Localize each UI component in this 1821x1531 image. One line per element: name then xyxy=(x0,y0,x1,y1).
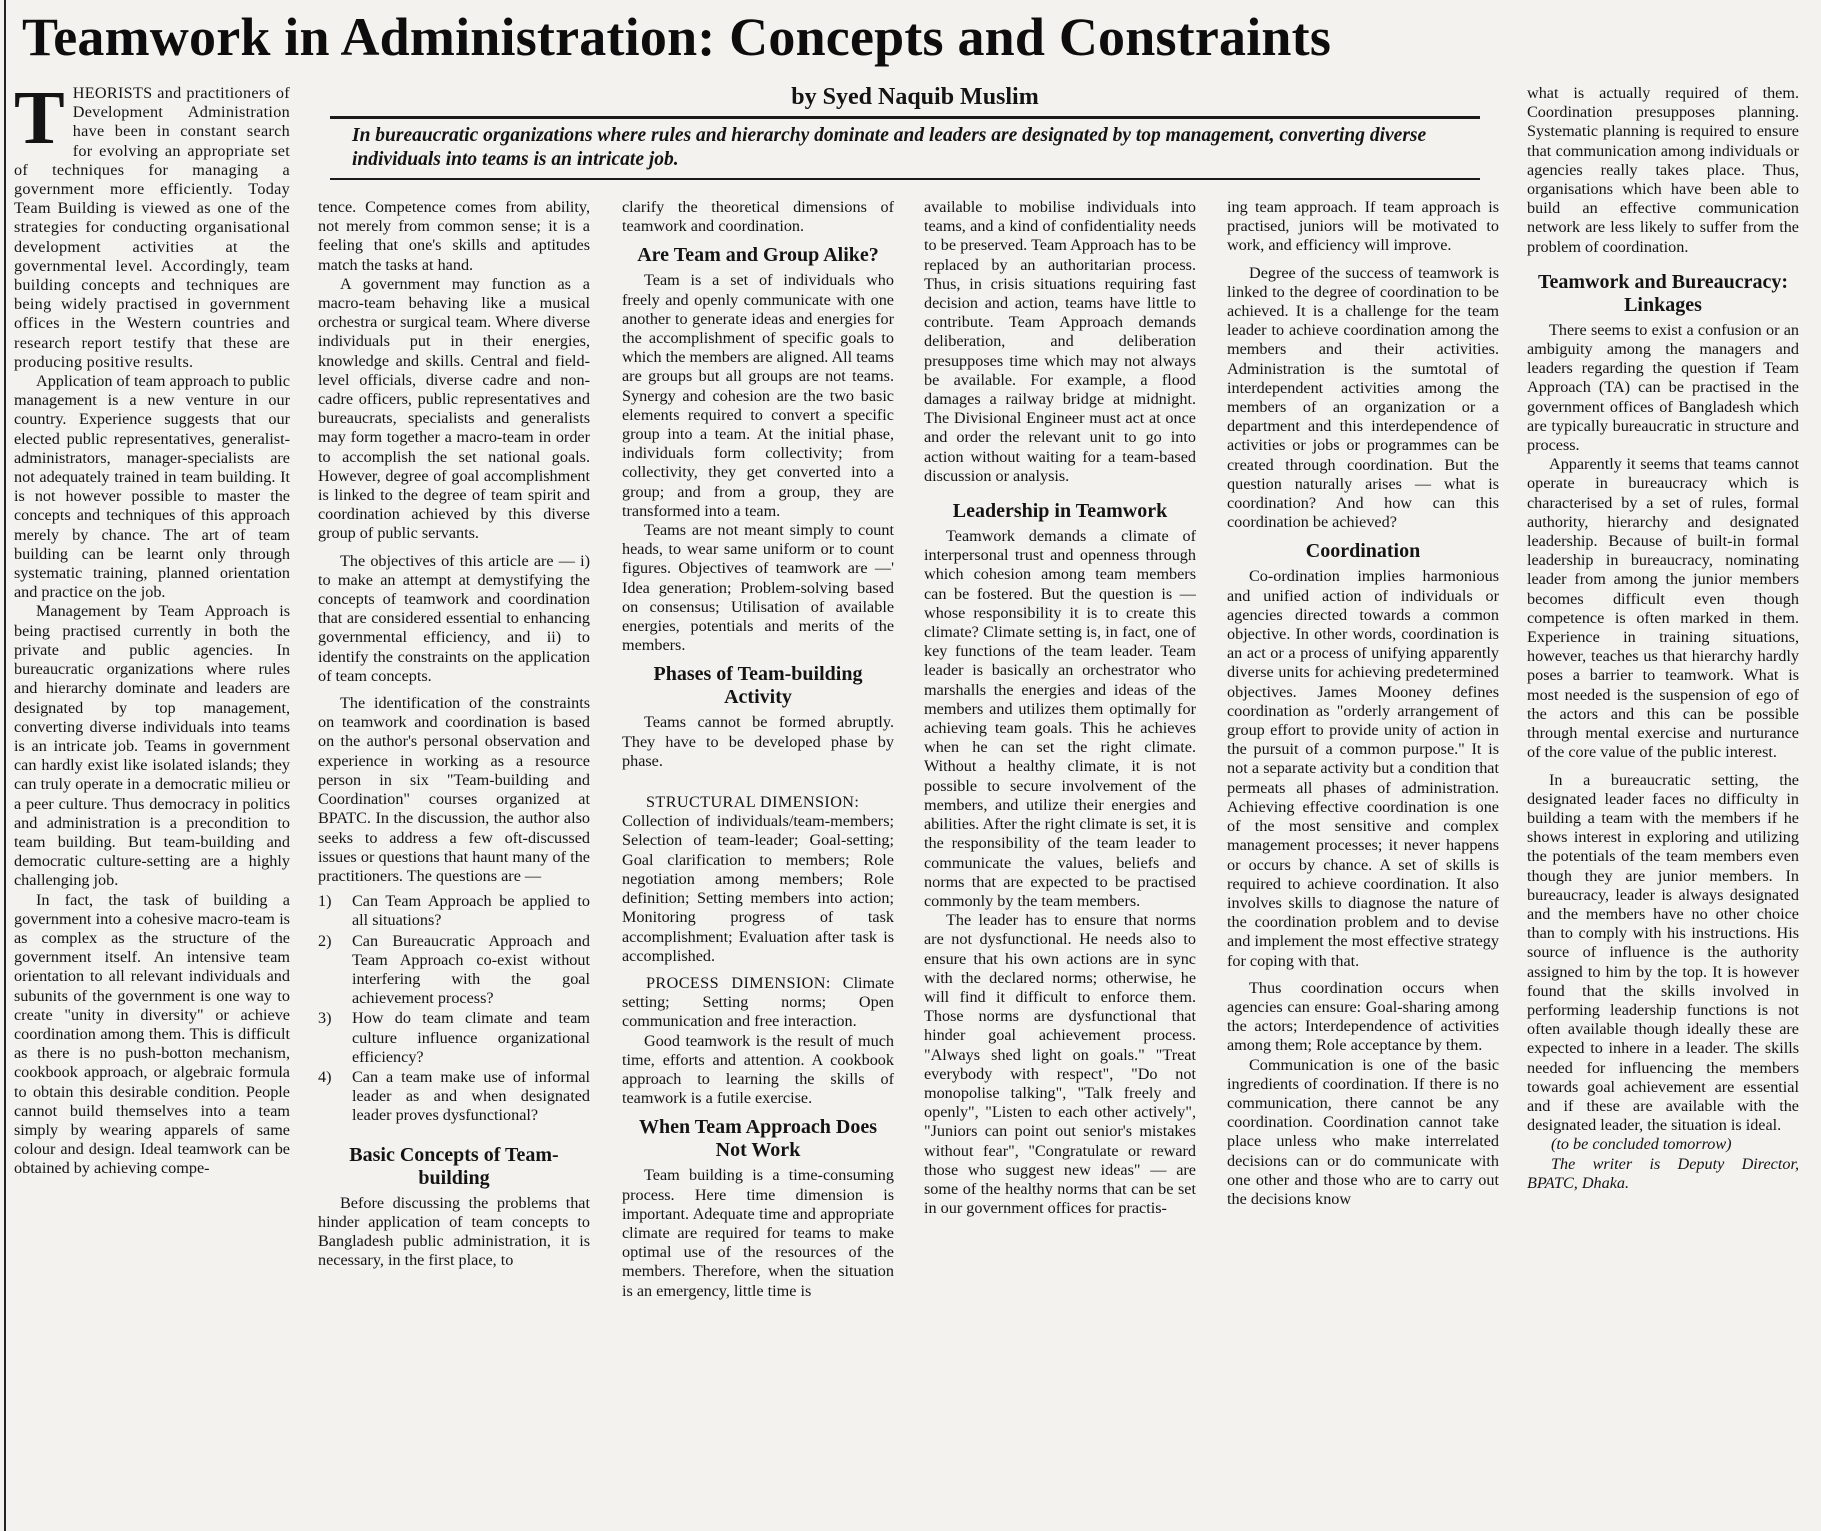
heading-phases: Phases of Team-building Activity xyxy=(653,663,863,709)
to-be-concluded: (to be concluded tomorrow) xyxy=(1551,1135,1732,1154)
deck-summary: In bureaucratic organizations where rules and hierarchy dominate and leaders are designated by top management, converting diverse individuals into teams is an intricate job. xyxy=(352,125,1427,170)
col2-paragraph-2: A government may function as a macro-team behaving like a musical orchestra or surgical team. Where diverse individuals put in their energies, knowledge and skills. Central and field-level officials, diverse cadre and non-cadre officers, public representatives and bureaucrats, specialists and generalists may form together a macro-team in order to accomplish the set national goals. However, degree of goal accomplishment is linked to the degree of team spirit and coordination achieved by this diverse group of public servants. xyxy=(318,274,590,543)
col1-paragraph-2: Application of team approach to public management is a new venture in our country. Experience suggests that our elected public representatives, generalist-administrators, manager-specialists are not adequately trained in team building. It is not however possible to master the concepts and techniques of this approach merely by chance. The art of team building can be learnt only through systematic training, planned orientation and practice on the job. xyxy=(14,372,290,602)
col3-paragraph-6: Team building is a time-consuming process. Here time dimension is important. Adequate time and appropriate climate are required for teams to make optimal use of the resources of the members. Therefore, when the situation is an emergency, little time is xyxy=(622,1166,894,1300)
column-5 xyxy=(1227,198,1499,1209)
col5-paragraph-2: Degree of the success of teamwork is linked to the degree of coordination to be achieved. It is a challenge for the team leader to achieve coordination among the members and their activities. Administration is the sumtotal of interdependent activities among the members of an organization or a department and this interdependence of activities or jobs or programmes can be created through coordination. But the question naturally arises — what is coordination? And how can this coordination be achieved? xyxy=(1227,263,1499,532)
heading-when-team-approach: When Team Approach Does Not Work xyxy=(638,1116,877,1162)
col3-paragraph-4: Teams cannot be formed abruptly. They have to be developed phase by phase. xyxy=(622,713,894,770)
col5-paragraph-4: Thus coordination occurs when agencies can ensure: Goal-sharing among the actors; Interdependence of activities among them; Role acceptance by them. xyxy=(1227,978,1499,1055)
heading-leadership: Leadership in Teamwork xyxy=(952,500,1168,523)
col2-paragraph-5: Before discussing the problems that hinder application of team concepts to Bangladesh public administration, it is necessary, in the first place, to xyxy=(318,1193,590,1270)
col2-paragraph-1: tence. Competence comes from ability, not merely from common sense; it is a feeling that one's skills and aptitudes match the tasks at hand. xyxy=(318,198,590,274)
col4-paragraph-1: available to mobilise individuals into teams, and a kind of confidentiality needs to be preserved. Team Approach has to be replaced by an authoritarian process. Thus, in crisis situations requiring fast decision and action, teams have little to contribute. Team Approach demands deliberation, and deliberation presupposes time which may not always be available. For example, a flood damages a railway bridge at midnight. The Divisional Engineer must act at once and order the relevant unit to go into action without waiting for a team-based discussion or analysis. xyxy=(924,198,1196,485)
column-6 xyxy=(1527,84,1799,1193)
column-1 xyxy=(14,76,290,1179)
structural-dimension: STRUCTURAL DIMENSION: xyxy=(646,793,860,812)
byline: by Syed Naquib Muslim xyxy=(791,84,1039,110)
col3-paragraph-1: clarify the theoretical dimensions of teamwork and coordination. xyxy=(622,198,894,236)
col6-paragraph-4: In a bureaucratic setting, the designated leader faces no difficulty in building a team with the members if he shows interest in exploring and utilizing the potentials of the team members even though they are junior members. In bureaucracy, leader is always designated and the members have no other choice than to comply with his instructions. His source of influence is the authority assigned to him by the top. It is however found that the skills involved in performing leadership functions is not often available though ideally these are expected to inhere in a leader. The skills needed for influencing the members towards goal achievement are essential and if these are available with the designated leader, the situation is ideal. xyxy=(1527,770,1799,1135)
writer-credit: The writer is Deputy Director, BPATC, Dhaka. xyxy=(1527,1154,1799,1192)
heading-basic-concepts: Basic Concepts of Team-building xyxy=(349,1143,559,1189)
col6-paragraph-2: There seems to exist a confusion or an ambiguity among the managers and leaders regarding the question if Team Approach (TA) can be practised in the government offices of Bangladesh which are typically bureaucratic in structure and process. xyxy=(1527,320,1799,455)
col5-paragraph-5: Communication is one of the basic ingredients of coordination. If there is no communication, there cannot be any coordination. Coordination cannot take place unless who make interrelated decisions can or do communicate with one other and those who are to carry out the decisions know xyxy=(1227,1055,1499,1208)
question-item: 3) How do team climate and team culture influence organizational efficiency? xyxy=(318,1009,590,1066)
col6-paragraph-1: what is actually required of them. Coordination presupposes planning. Systematic planning is required to ensure that communication among individuals or agencies really takes place. Thus, organisations which have been able to build an effective communication network are less likely to suffer from the problem of coordination. xyxy=(1527,84,1799,256)
column-2 xyxy=(318,198,590,1270)
col5-paragraph-3: Co-ordination implies harmonious and unified action of individuals or agencies directed towards a common objective. In other words, coordination is an act or a process of unifying apparently diverse units for achieving predetermined objectives. James Mooney defines coordination as "orderly arrangement of group effort to provide unity of action in the pursuit of a common purpose." It is not a separate activity but a condition that permeats all phases of administration. Achieving effective coordination is one of the most sensitive and complex management processes; it never happens or occurs by chance. A set of skills is required to achieve coordination. It also involves skills to diagnose the nature of the coordination problem and to devise and implement the most effective strategy for coping with that. xyxy=(1227,567,1499,970)
questions-list xyxy=(318,892,590,1125)
deck-rule-top xyxy=(330,116,1480,119)
drop-cap: T xyxy=(14,76,65,160)
col4-paragraph-2: Teamwork demands a climate of interpersonal trust and openness through which cohesion among team members can be fostered. But the question is — whose responsibility it is to create this climate? Climate setting is, in fact, one of key functions of the team leader. Team leader is basically an orchestrator who marshalls the energies and ideas of the members and utilizes them optimally for achieving team goals. This he achieves when he can set the right climate. Without a healthy climate, it is not possible to secure involvement of the members, and utilize their energies and abilities. After the right climate is set, it is the responsibility of the team leader to communicate the values, beliefs and norms that are expected to be practised commonly by the team members. xyxy=(924,527,1196,910)
col3-paragraph-2: Team is a set of individuals who freely and openly communicate with one another to generate ideas and energies for the accomplishment of specific goals to which the members are aligned. All teams are groups but all groups are not teams. Synergy and cohesion are the two basic elements required to convert a specific group into a team. At the initial phase, individuals form collectivity; from collectivity, they get converted into a group; and from a group, they are transformed into a team. xyxy=(622,271,894,520)
headline: Teamwork in Administration: Concepts and Constraints xyxy=(22,7,1332,67)
heading-linkages: Teamwork and Bureaucracy: Linkages xyxy=(1538,270,1788,316)
col2-paragraph-4: The identification of the constraints on teamwork and coordination is based on the author's personal observation and experience in working as a resource person in six "Team-building and Coordination" courses organized at BPATC. In the discussion, the author also seeks to address a few oft-discussed issues or questions that haunt many of the practitioners. The questions are — xyxy=(318,694,590,885)
col1-paragraph-3: Management by Team Approach is being practised currently in both the private and public agencies. In bureaucratic organizations where rules and hierarchy dominate and leaders are designated by top management, converting diverse individuals into teams is an intricate job. Teams in government can hardly exist like isolated islands; they can truly operate in a democratic milieu or a peer culture. Thus democracy in politics and administration is a precondition to team building. But team-building and democratic culture-setting are a highly challenging job. xyxy=(14,602,290,890)
col2-paragraph-3: The objectives of this article are — i) to make an attempt at demystifying the concepts of teamwork and coordination that are considered essential to enhancing governmental efficiency, and ii) to identify the constraints on the application of team concepts. xyxy=(318,551,590,685)
question-item: 4) Can a team make use of informal leader as and when designated leader proves dysfunctional? xyxy=(318,1067,590,1125)
col3-paragraph-3: Teams are not meant simply to count heads, to wear same uniform or to count figures. Objectives of teamwork are —' Idea generation; Problem-solving based on consensus; Utilisation of available energies, potentials and merits of the members. xyxy=(622,521,894,655)
column-3 xyxy=(622,198,894,1301)
col3-paragraph-5: Good teamwork is the result of much time, efforts and attention. A cookbook approach to learning the skills of teamwork is a futile exercise. xyxy=(622,1031,894,1108)
structural-dimension-text: Collection of individuals/team-members; Selection of team-leader; Goal-setting; Goal clarification to members; Role negotiation among members; Role definition; Setting members into action; Monitoring progress of task accomplishment; Evaluation after task is accomplished. xyxy=(622,812,894,965)
question-item: 2) Can Bureaucratic Approach and Team Approach co-exist without interfering with the goal achievement process? xyxy=(318,931,590,1008)
heading-coordination: Coordination xyxy=(1305,540,1421,563)
column-4 xyxy=(924,198,1196,1218)
page-edge-rule xyxy=(4,0,6,1531)
deck-rule-bottom xyxy=(330,178,1480,180)
col4-paragraph-3: The leader has to ensure that norms are not dysfunctional. He needs also to ensure that his own actions are in sync with the declared norms; otherwise, he will find it difficult to enforce them. Those norms are dysfunctional that hinder goal achievement process. "Always shed light on goals." "Treat everybody with respect", "Do not monopolise talking", "Talk freely and openly", "Listen to each other actively", "Juniors can point out senior's mistakes without fear", "Congratulate or reward those who suggest new ideas" — are some of the healthy norms that can be set in our government offices for practis- xyxy=(924,911,1196,1218)
heading-team-group-alike: Are Team and Group Alike? xyxy=(637,244,879,267)
col1-paragraph-1: THEORISTS and practitioners of Development Administration have been in constant search for evolving an appropriate set of techniques for managing a government more efficiently. Today Team Building is viewed as one of the strategies for conducting organisational development activities at the governmental level. Accordingly, team building concepts and techniques are being widely practised in government offices in the Western countries and research report testify that these are producing positive results. xyxy=(14,76,290,371)
col6-paragraph-3: Apparently it seems that teams cannot operate in bureaucracy which is characterised by a set of rules, formal authority, hierarchy and designated leadership. Because of built-in formal leadership in bureaucracy, nominating leader from among the junior members becomes difficult even though competence is often marked in them. Experience in training situations, however, teaches us that hierarchy hardly poses a barrier to teamwork. What is most needed is the suspension of ego of the actors and this can be possible through mental exercise and nurturance of the core value of the public interest. xyxy=(1527,455,1799,762)
col1-paragraph-4: In fact, the task of building a government into a cohesive macro-team is as complex as the structure of the government itself. An intensive team orientation to all relevant individuals and subunits of the government is one way to create "unity in diversity" or achieve coordination among them. This is difficult as there is no push-botton mechanism, cookbook approach, or algebraic formula to obtain this desirable condition. People cannot build themselves into a team simply by wearing apparels of same colour and design. Ideal teamwork can be obtained by achieving compe- xyxy=(14,890,290,1178)
col5-paragraph-1: ing team approach. If team approach is practised, juniors will be motivated to work, and efficiency will improve. xyxy=(1227,198,1499,255)
process-dimension: PROCESS DIMENSION: Climate setting; Setting norms; Open communication and free interaction. xyxy=(622,973,895,1031)
question-item: 1) Can Team Approach be applied to all situations? xyxy=(318,892,590,930)
